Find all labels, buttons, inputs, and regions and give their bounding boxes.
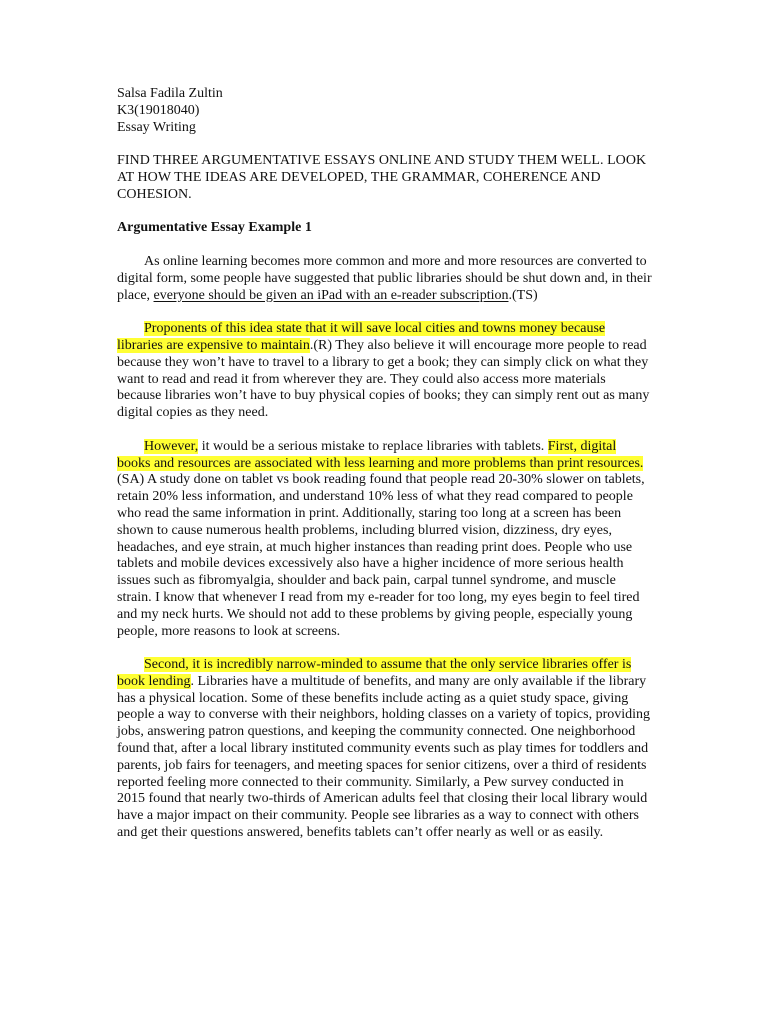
p4-highlight: Second, it is incredibly narrow-minded to assume that the only service libraries offer is book lending <box>117 657 632 689</box>
p2-highlight: Proponents of this idea state that it will save local cities and towns money because libraries are expensive to maintain <box>117 321 606 353</box>
p1-intro: As online learning becomes more common and more and more resources are converted to digital form, some people have suggested that public libraries should be shut down and, in their place, <box>117 253 652 303</box>
p1-thesis-underlined: everyone should be given an iPad with an e-reader subscription <box>153 287 509 303</box>
p3-highlight-first: First, digital books and resources are associated with less learning and more problems than print resources. <box>117 438 644 471</box>
course-name: Essay Writing <box>117 119 196 135</box>
p2-tag: .(R) <box>309 337 332 353</box>
section-heading: Argumentative Essay Example 1 <box>117 220 312 236</box>
document-page <box>117 86 652 842</box>
p3-mid: it would be a serious mistake to replace libraries with tablets. <box>198 438 548 454</box>
paragraph-4 <box>117 657 652 842</box>
paragraph-2 <box>117 321 652 422</box>
assignment-instructions: FIND THREE ARGUMENTATIVE ESSAYS ONLINE AND STUDY THEM WELL. LOOK AT HOW THE IDEAS ARE DEVELOPED, THE GRAMMAR, COHERENCE AND COHESION. <box>117 153 647 202</box>
p4-body: . Libraries have a multitude of benefits, and many are only available if the library has a physical location. Some of these benefits include acting as a quiet study space, giving people a way to converse with their neighbors, holding classes on a variety of topics, providing jobs, answering patron questions, and keeping the community connected. One neighborhood found that, after a local library instituted community events such as play times for toddlers and parents, job fairs for teenagers, and meeting spaces for senior citizens, over a third of residents reported feeling more connected to their community. Similarly, a Pew survey conducted in 2015 found that nearly two-thirds of American adults feel that closing their local library would have a major impact on their community. People see libraries as a way to connect with others and get their questions answered, benefits tablets can’t offer nearly as well or as easily. <box>117 673 651 841</box>
p3-highlight-however: However, <box>144 438 199 454</box>
author-header <box>117 86 652 136</box>
author-name: Salsa Fadila Zultin <box>117 86 223 101</box>
paragraph-3 <box>117 439 652 641</box>
p1-tag: .(TS) <box>508 287 538 303</box>
p3-body: A study done on tablet vs book reading found that people read 20-30% slower on tablets, retain 20% less information, and understand 10% less of what they read compared to people who read the same information in print. Additionally, staring too long at a screen has been shown to cause numerous health problems, including blurred vision, dizziness, dry eyes, headaches, and eye strain, at much higher instances than reading print does. People who use tablets and mobile devices excessively also have a higher incidence of more serious health issues such as fibromyalgia, shoulder and back pain, carpal tunnel syndrome, and muscle strain. I know that whenever I read from my e-reader for too long, my eyes begin to feel tired and my neck hurts. We should not add to these problems by giving people, especially young people, more reasons to look at screens. <box>117 472 645 639</box>
p3-tag: (SA) <box>117 472 145 488</box>
paragraph-1 <box>117 254 652 304</box>
student-id: K3(19018040) <box>117 102 200 118</box>
p2-body: They also believe it will encourage more people to read because they won’t have to travel to a library to get a book; they can simply click on what they want to read and read it from wherever they are. They could also access more materials because libraries won’t have to buy physical copies of books; they can simply rent out as many digital copies as they need. <box>117 337 650 421</box>
